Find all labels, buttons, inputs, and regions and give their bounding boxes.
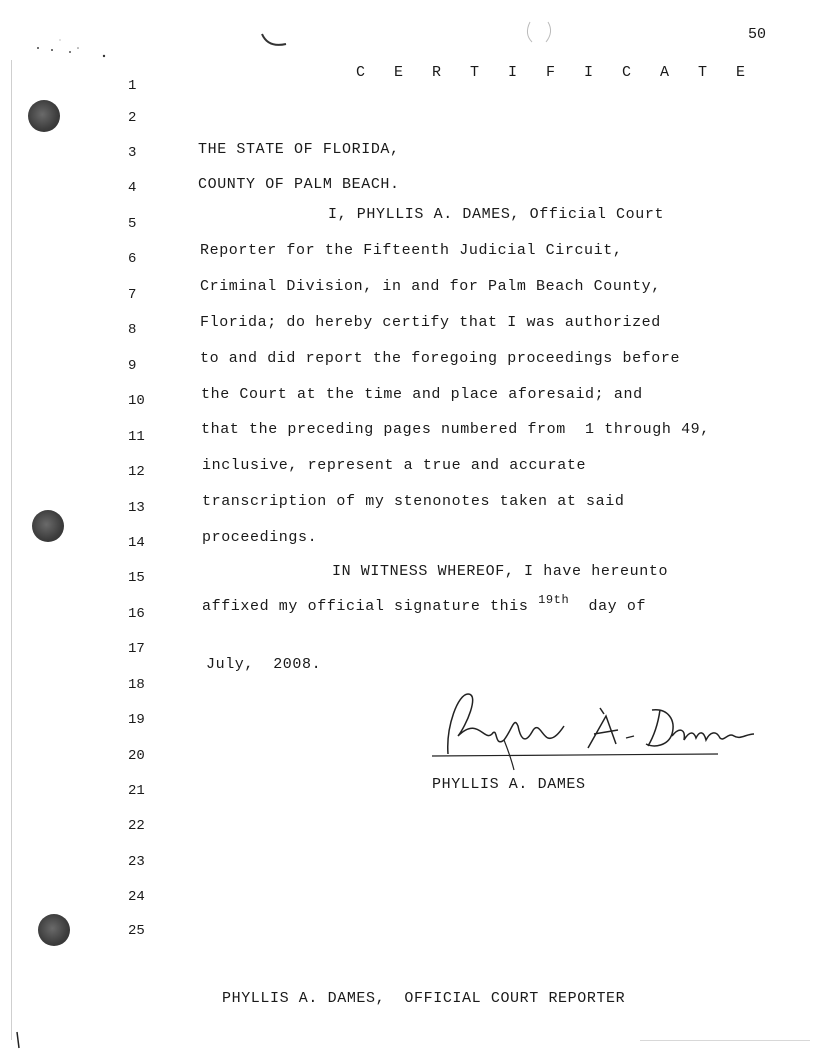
body-line-10: the Court at the time and place aforesaid; and <box>201 386 643 403</box>
bottom-scan-rule <box>640 1040 810 1041</box>
signature-day: 19th <box>538 593 570 607</box>
line-number-22: 22 <box>128 818 145 834</box>
line-number-6: 6 <box>128 251 137 267</box>
page-number: 50 <box>748 26 767 43</box>
line-number-16: 16 <box>128 606 145 622</box>
line-number-20: 20 <box>128 748 145 764</box>
county-line: COUNTY OF PALM BEACH. <box>198 176 400 193</box>
line-number-23: 23 <box>128 854 145 870</box>
body-line-11: that the preceding pages numbered from 1 through 49, <box>201 421 710 438</box>
punch-hole-bottom <box>38 914 70 946</box>
signature-date-suffix: day of <box>569 598 647 615</box>
line-number-19: 19 <box>128 712 145 728</box>
line-number-4: 4 <box>128 180 137 196</box>
line-number-1: 1 <box>128 78 137 94</box>
body-line-15: IN WITNESS WHEREOF, I have hereunto <box>332 563 669 580</box>
line-number-24: 24 <box>128 889 145 905</box>
body-line-16 <box>202 593 647 615</box>
signature-date-prefix: affixed my official signature this <box>202 598 539 615</box>
line-number-5: 5 <box>128 216 137 232</box>
signer-printed-name: PHYLLIS A. DAMES <box>432 776 586 793</box>
state-line: THE STATE OF FLORIDA, <box>198 141 400 158</box>
line-number-21: 21 <box>128 783 145 799</box>
certificate-title: C E R T I F I C A T E <box>356 64 756 81</box>
punch-hole-top <box>28 100 60 132</box>
line-number-25: 25 <box>128 923 145 939</box>
line-number-14: 14 <box>128 535 145 551</box>
body-line-9: to and did report the foregoing proceedings before <box>200 350 681 367</box>
body-line-8: Florida; do hereby certify that I was authorized <box>200 314 661 331</box>
signature-date: July, 2008. <box>206 656 322 673</box>
scan-corner-mark <box>14 1030 24 1050</box>
line-number-2: 2 <box>128 110 137 126</box>
punch-hole-middle <box>32 510 64 542</box>
line-number-12: 12 <box>128 464 145 480</box>
line-number-15: 15 <box>128 570 145 586</box>
body-line-14: proceedings. <box>202 529 318 546</box>
body-line-6: Reporter for the Fifteenth Judicial Circuit, <box>200 242 623 259</box>
line-number-7: 7 <box>128 287 137 303</box>
scan-mark-arc <box>256 22 296 52</box>
line-number-18: 18 <box>128 677 145 693</box>
body-line-12: inclusive, represent a true and accurate <box>202 457 587 474</box>
page-footer: PHYLLIS A. DAMES, OFFICIAL COURT REPORTER <box>222 990 626 1007</box>
body-line-7: Criminal Division, in and for Palm Beach County, <box>200 278 661 295</box>
scan-specks <box>30 30 110 60</box>
body-line-5: I, PHYLLIS A. DAMES, Official Court <box>328 206 665 223</box>
line-number-11: 11 <box>128 429 145 445</box>
line-number-8: 8 <box>128 322 137 338</box>
left-margin-rule <box>11 60 12 1040</box>
body-line-13: transcription of my stenonotes taken at said <box>202 493 625 510</box>
line-number-17: 17 <box>128 641 145 657</box>
line-number-10: 10 <box>128 393 145 409</box>
line-number-3: 3 <box>128 145 137 161</box>
line-number-13: 13 <box>128 500 145 516</box>
handwritten-signature <box>428 686 758 776</box>
scan-mark-ring <box>522 18 558 48</box>
line-number-9: 9 <box>128 358 137 374</box>
